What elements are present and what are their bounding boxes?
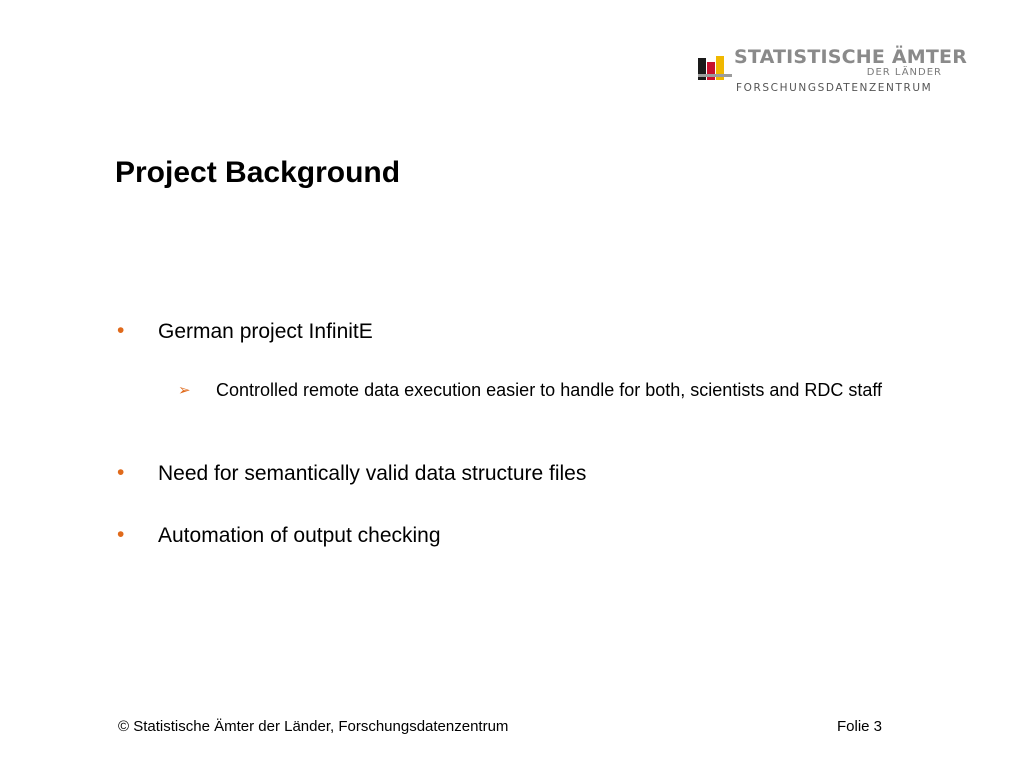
logo-department: FORSCHUNGSDATENZENTRUM — [736, 82, 933, 94]
logo-subtitle: DER LÄNDER — [866, 67, 942, 78]
footer-copyright: © Statistische Ämter der Länder, Forschungsdatenzentrum — [118, 718, 509, 735]
slide-number: Folie 3 — [837, 718, 883, 735]
sub-bullet-text: Controlled remote data execution easier to handle for both, scientists and RDC staff — [216, 380, 883, 400]
bullet-text: Automation of output checking — [158, 524, 441, 547]
logo-title: STATISTISCHE ÄMTER — [734, 46, 968, 68]
bullet-icon: • — [117, 461, 125, 484]
arrow-bullet-icon: ➢ — [178, 382, 191, 399]
bullet-text: German project InfinitE — [158, 320, 373, 343]
slide-title: Project Background — [115, 156, 401, 189]
bullet-icon: • — [117, 523, 125, 546]
bullet-text: Need for semantically valid data structure files — [158, 462, 587, 485]
bullet-icon: • — [117, 319, 125, 342]
